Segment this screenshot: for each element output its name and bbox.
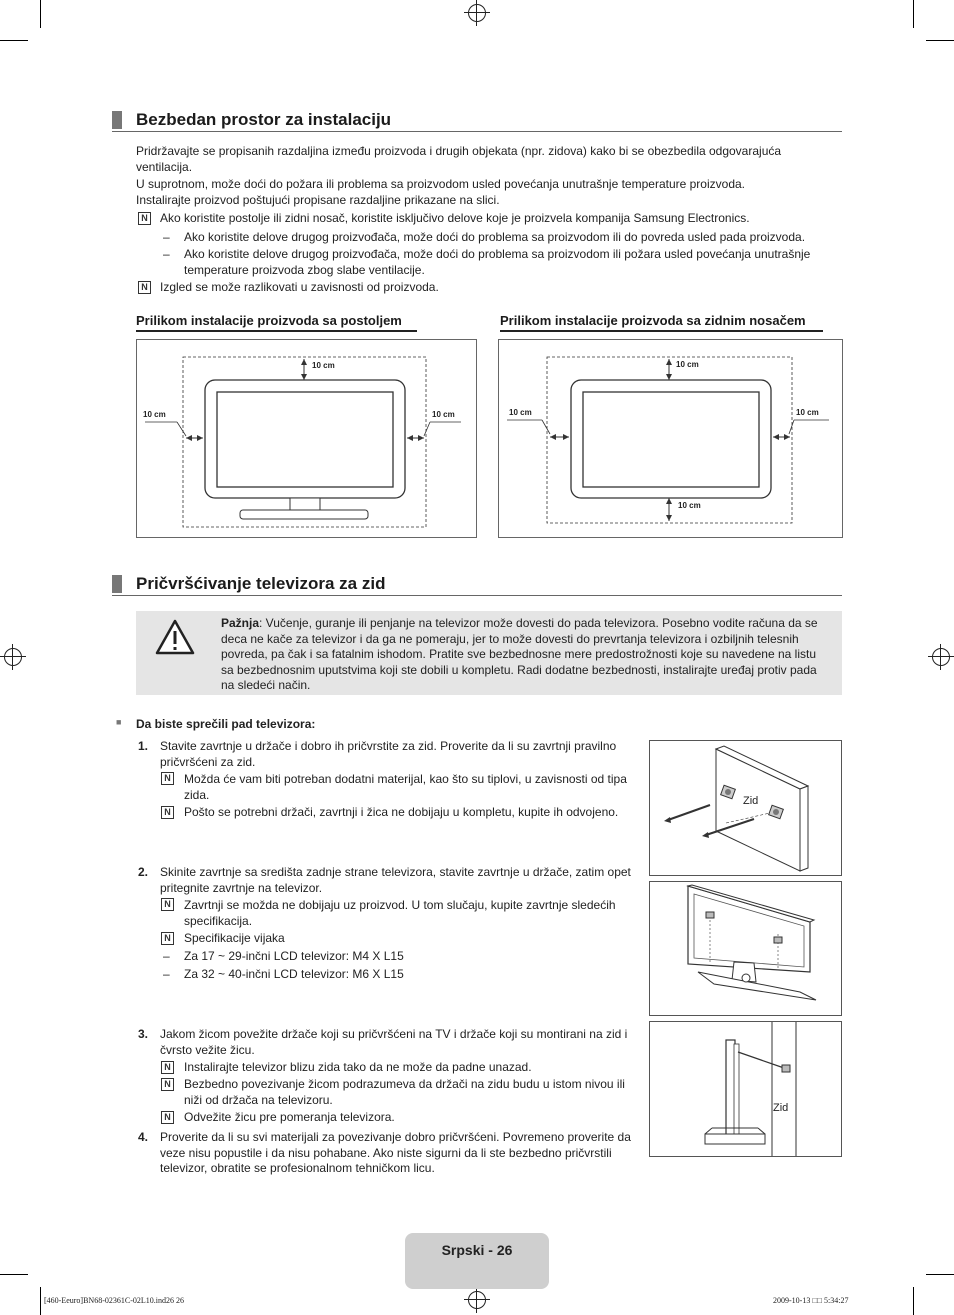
clearance-left-label: 10 cm — [509, 408, 532, 417]
crop-mark — [913, 0, 914, 28]
warning-box — [136, 611, 842, 695]
screw-spec: Za 17 ~ 29-inčni LCD televizor: M4 X L15 — [184, 949, 404, 963]
step-note: Pošto se potrebni držači, zavrtnji i žica ne dobijaju u kompletu, kupite ih odvojeno. — [184, 805, 619, 819]
step-note: Zavrtnji se možda ne dobijaju uz proizvod. U tom slučaju, kupite zavrtnje sledećih specifikacija. — [184, 898, 616, 928]
crop-mark — [0, 1274, 28, 1275]
crop-mark — [926, 1274, 954, 1275]
diagram-title-stand: Prilikom instalacije proizvoda sa postoljem — [136, 313, 402, 328]
step-note: Bezbedno povezivanje žicom podrazumeva da držači na zidu budu u istom nivou ili niži od držača na televizoru. — [184, 1077, 625, 1107]
dash-marker: – — [163, 247, 170, 261]
diagram-title-rule — [500, 330, 823, 332]
page-number: Srpski - 26 — [441, 1242, 513, 1258]
step-note: Možda će vam biti potreban dodatni materijal, kao što su tiplovi, u zavisnosti od tipa zida. — [184, 772, 627, 802]
paragraph: Pridržavajte se propisanih razdaljina između proizvoda i drugih objekata (npr. zidova) kako bi se obezbedila odgovarajuća ventilacija. — [136, 144, 782, 174]
dash-text: Ako koristite delove drugog proizvođača, može doći do problema sa proizvodom ili požara usled povećanja unutrašnje temperature proizvoda zbog slabe ventilacije. — [184, 247, 811, 277]
note-icon: N — [161, 898, 174, 911]
figure-wall-holders — [649, 740, 842, 876]
paragraph: U suprotnom, može doći do požara ili problema sa proizvodom usled povećanja unutrašnje temperature proizvoda. — [136, 177, 745, 191]
registration-mark-icon — [4, 648, 22, 666]
tv-back-screws-illustration — [650, 882, 841, 1015]
bullet-heading: Da biste sprečili pad televizora: — [136, 717, 316, 731]
diagram-title-wall: Prilikom instalacije proizvoda sa zidnim nosačem — [500, 313, 806, 328]
note-text: Izgled se može razlikovati u zavisnosti od proizvoda. — [160, 280, 439, 294]
clearance-bottom-label: 10 cm — [678, 501, 701, 510]
clearance-left-label: 10 cm — [143, 410, 166, 419]
warning-body: : Vučenje, guranje ili penjanje na televizor može dovesti do pada televizora. Posebno vodite računa da se deca ne kače za televizor i da ga ne pomeraju, jer to može dovesti do prevrtanja televizora i ozbiljnih telesnih povreda, pa čak i sa fatalnim ishodom. Pratite sve bezbednosne mere predostrožnosti koje su navedene na listu sa bezbednosnim uputstvima koji ste dobili u kompletu. Radi dodatne bezbednosti, instalirajte uređaj protiv pada na sledeći način. — [221, 616, 818, 692]
note-icon: N — [161, 1111, 174, 1124]
step-text: Jakom žicom povežite držače koji su pričvršćeni na TV i držače koji su montirani na zid i čvrsto vežite žicu. — [160, 1027, 628, 1057]
step-number: 3. — [138, 1027, 149, 1041]
paragraph: Instalirajte proizvod poštujući propisane razdaljine prikazane na slici. — [136, 193, 500, 207]
section-rule — [112, 131, 842, 132]
note-icon: N — [161, 806, 174, 819]
note-icon: N — [161, 1061, 174, 1074]
note-icon: N — [138, 212, 151, 225]
wall-label: Zid — [773, 1102, 789, 1114]
crop-mark — [40, 0, 41, 28]
crop-mark — [913, 1287, 914, 1315]
note-icon: N — [161, 932, 174, 945]
dash-marker: – — [163, 967, 170, 981]
figure-tv-back — [649, 881, 842, 1016]
step-note: Instalirajte televizor blizu zida tako da ne može da padne unazad. — [184, 1060, 532, 1074]
note-icon: N — [161, 1078, 174, 1091]
footer-file: [460-Eeuro]BN68-02361C-02L10.ind26 26 — [44, 1296, 184, 1305]
wall-holder-illustration — [650, 741, 841, 875]
warning-triangle-icon — [155, 619, 195, 655]
diagram-stand — [136, 339, 477, 538]
crop-mark — [926, 40, 954, 41]
note-icon: N — [161, 772, 174, 785]
dash-text: Ako koristite delove drugog proizvođača, može doći do problema sa proizvodom ili do povreda usled pada proizvoda. — [184, 230, 806, 244]
clearance-right-label: 10 cm — [432, 410, 455, 419]
dash-marker: – — [163, 949, 170, 963]
step-number: 4. — [138, 1130, 149, 1144]
section-marker — [112, 111, 122, 129]
section-marker — [112, 575, 122, 593]
tv-wall-wire-illustration — [650, 1022, 841, 1156]
screw-spec: Za 32 ~ 40-inčni LCD televizor: M6 X L15 — [184, 967, 404, 981]
tv-stand-clearance-illustration — [137, 340, 476, 537]
warning-text — [221, 616, 831, 694]
warning-label: Pažnja — [221, 616, 260, 630]
diagram-wall-mount — [498, 339, 843, 538]
section-title: Pričvršćivanje televizora za zid — [136, 574, 386, 593]
step-text: Skinite zavrtnje sa središta zadnje strane televizora, stavite zavrtnje u držače, zatim opet pritegnite zavrtnje na televizor. — [160, 865, 631, 895]
step-note: Odvežite žicu pre pomeranja televizora. — [184, 1110, 395, 1124]
step-number: 2. — [138, 865, 149, 879]
section-rule — [112, 595, 842, 596]
note-icon: N — [138, 281, 151, 294]
clearance-top-label: 10 cm — [312, 361, 335, 370]
step-note: Specifikacije vijaka — [184, 931, 285, 945]
step-text: Stavite zavrtnje u držače i dobro ih pričvrstite za zid. Proverite da li su zavrtnji pravilno pričvršćeni za zid. — [160, 739, 617, 769]
clearance-top-label: 10 cm — [676, 360, 699, 369]
bullet-marker: ■ — [116, 717, 122, 727]
wall-label: Zid — [743, 795, 759, 807]
registration-mark-icon — [468, 4, 486, 22]
crop-mark — [40, 1287, 41, 1315]
step-number: 1. — [138, 739, 149, 753]
footer-date: 2009-10-13 □□ 5:34:27 — [773, 1296, 849, 1305]
clearance-right-label: 10 cm — [796, 408, 819, 417]
tv-wall-clearance-illustration — [499, 340, 842, 537]
note-text: Ako koristite postolje ili zidni nosač, koristite isključivo delove koje je proizvela kompanija Samsung Electronics. — [160, 211, 750, 225]
registration-mark-icon — [932, 648, 950, 666]
dash-marker: – — [163, 230, 170, 244]
registration-mark-icon — [468, 1291, 486, 1309]
section-title: Bezbedan prostor za instalaciju — [136, 110, 392, 129]
crop-mark — [0, 40, 28, 41]
figure-side-wire — [649, 1021, 842, 1157]
diagram-title-rule — [136, 330, 417, 332]
step-text: Proverite da li su svi materijali za povezivanje dobro pričvršćeni. Povremeno proverite da veze nisu popustile i da nisu pohabane. Ako niste sigurni da li ste bezbedno pričvrstili televizor, obratite se profesionalnom tehničkom licu. — [160, 1130, 631, 1175]
